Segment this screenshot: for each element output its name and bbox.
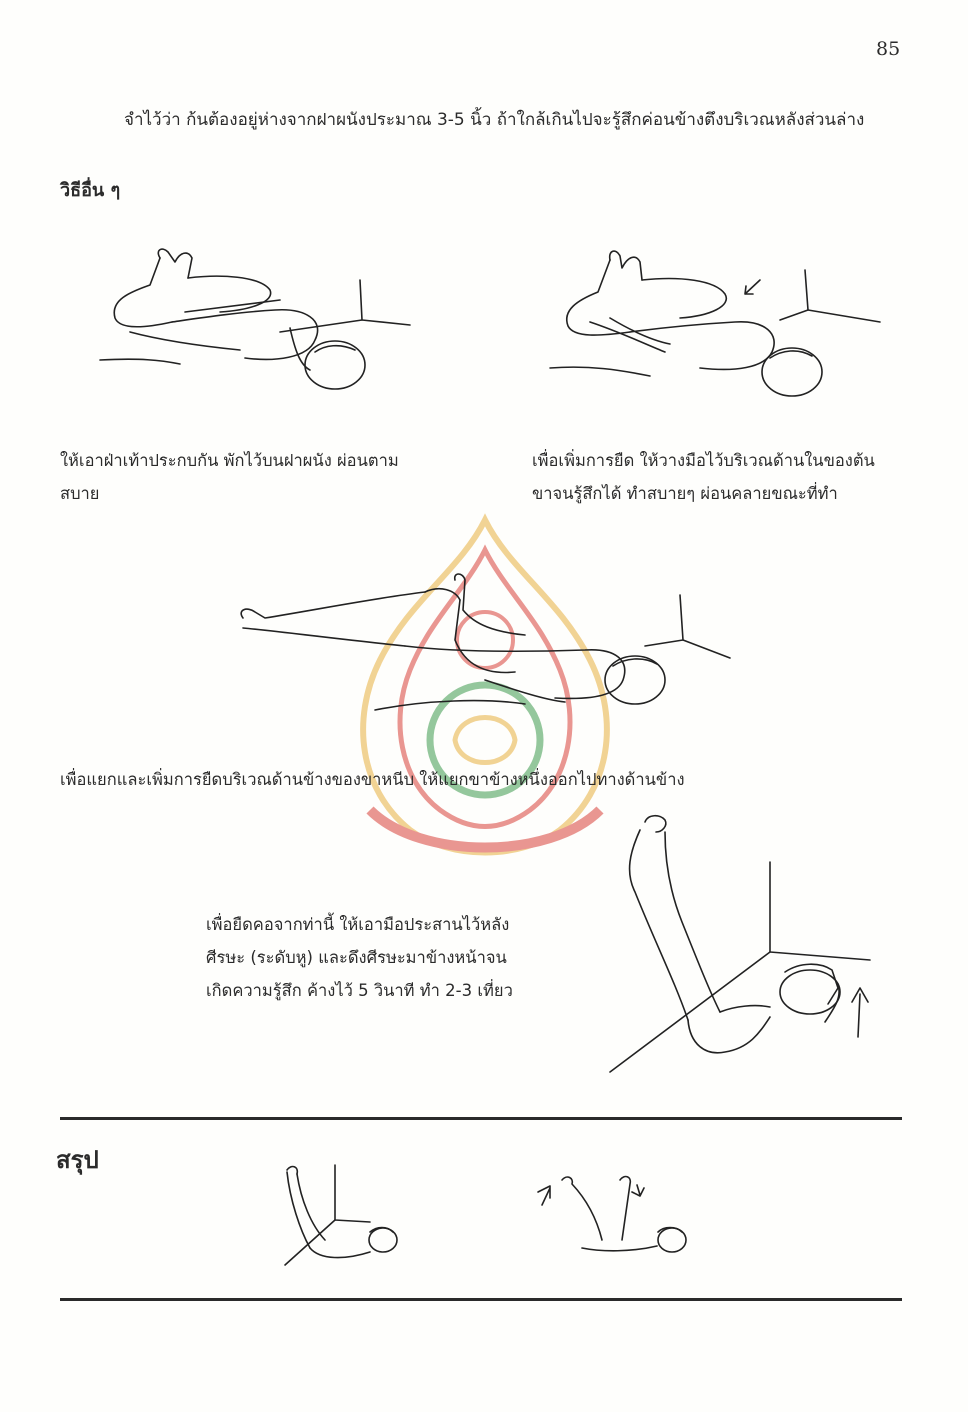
- divider-top: [60, 1117, 902, 1120]
- illustration-leg-out-to-side: [225, 570, 735, 730]
- caption-line: เพื่อเพิ่มการยืด ให้วางมือไว้บริเวณด้านในของต้น: [532, 451, 875, 470]
- divider-bottom: [60, 1298, 902, 1301]
- illustration-summary-legs-apart: [532, 1170, 692, 1260]
- section-heading-other-methods: วิธีอื่น ๆ: [60, 180, 121, 201]
- caption-line: เกิดความรู้สึก ค้างไว้ 5 วินาที ทำ 2-3 เที่ยว: [206, 981, 513, 1000]
- caption-line: ศีรษะ (ระดับหู) และดึงศีรษะมาข้างหน้าจน: [206, 948, 507, 967]
- caption-line: ขาจนรู้สึกได้ ทำสบายๆ ผ่อนคลายขณะที่ทำ: [532, 484, 838, 503]
- caption-soles-together: [60, 444, 470, 510]
- caption-leg-out-to-side: เพื่อแยกและเพิ่มการยืดบริเวณด้านข้างของขาหนีบ ให้แยกขาข้างหนึ่งออกไปทางด้านข้าง: [60, 770, 685, 789]
- caption-line: สบาย: [60, 484, 100, 503]
- caption-line: ให้เอาฝ่าเท้าประกบกัน พักไว้บนฝาผนัง ผ่อนตาม: [60, 451, 399, 470]
- intro-text: จำไว้ว่า ก้นต้องอยู่ห่างจากฝาผนังประมาณ 3-5 นิ้ว ถ้าใกล้เกินไปจะรู้สึกค่อนข้างตึงบริเวณหลังส่วนล่าง: [124, 110, 865, 130]
- illustration-summary-legs-up: [275, 1160, 405, 1270]
- caption-neck-stretch: [206, 908, 606, 1007]
- illustration-neck-stretch-legs-up: [610, 812, 880, 1077]
- caption-line: เพื่อยืดคอจากท่านี้ ให้เอามือประสานไว้หลัง: [206, 915, 510, 934]
- page-number: 85: [876, 38, 901, 60]
- illustration-hands-on-inner-thighs: [550, 240, 890, 405]
- illustration-soles-together-on-wall: [100, 240, 420, 400]
- section-heading-summary: สรุป: [56, 1145, 99, 1174]
- caption-hands-on-thighs: [532, 444, 942, 510]
